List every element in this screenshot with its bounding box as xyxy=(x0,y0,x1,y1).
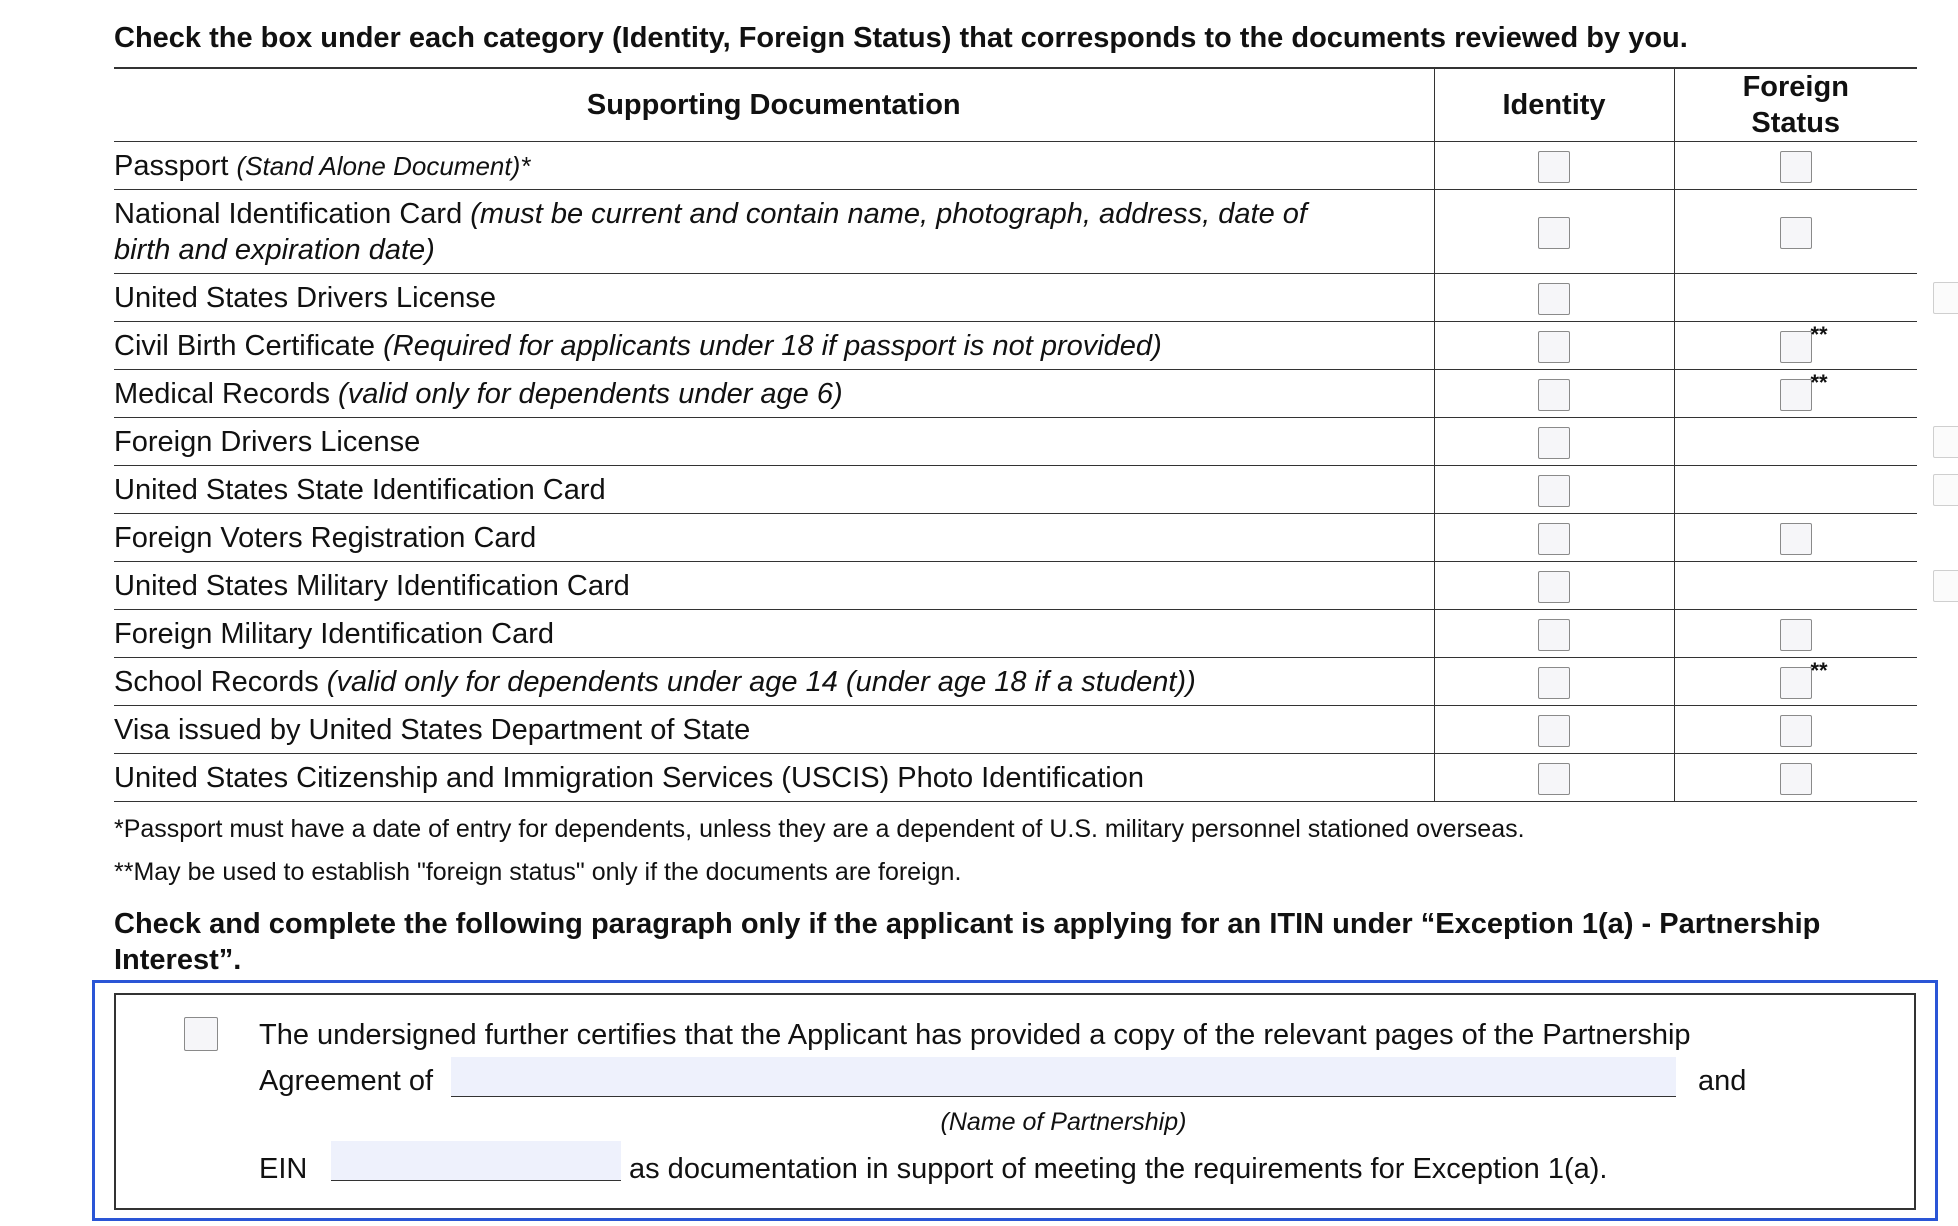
table-row xyxy=(114,274,1917,322)
doc-name-cell xyxy=(114,562,1434,610)
doc-name: United States Citizenship and Immigration Services (USCIS) Photo Identification xyxy=(114,761,1144,794)
identity-cell xyxy=(1434,466,1674,514)
header-identity: Identity xyxy=(1434,68,1674,142)
foreign-status-cell xyxy=(1674,706,1917,754)
doc-name-cell xyxy=(114,418,1434,466)
table-row xyxy=(114,190,1917,274)
table-row xyxy=(114,706,1917,754)
doc-name-cell xyxy=(114,754,1434,802)
doc-name: United States Drivers License xyxy=(114,281,496,314)
documentation-support-text: as documentation in support of meeting the requirements for Exception 1(a). xyxy=(629,1153,1608,1185)
foreign-status-checkbox[interactable] xyxy=(1780,715,1812,747)
identity-checkbox[interactable] xyxy=(1538,427,1570,459)
passport-footnote: *Passport must have a date of entry for dependents, unless they are a dependent of U.S. military personnel stationed overseas. xyxy=(114,815,1525,843)
doc-name-cell xyxy=(114,466,1434,514)
foreign-status-cell xyxy=(1674,610,1917,658)
partnership-name-caption: (Name of Partnership) xyxy=(940,1108,1187,1136)
identity-checkbox[interactable] xyxy=(1538,619,1570,651)
identity-cell xyxy=(1434,706,1674,754)
and-label: and xyxy=(1698,1065,1747,1097)
doc-name: Civil Birth Certificate xyxy=(114,329,376,362)
identity-checkbox[interactable] xyxy=(1538,379,1570,411)
table-row xyxy=(114,514,1917,562)
doc-name: School Records xyxy=(114,665,319,698)
doc-name-cell xyxy=(114,190,1434,274)
doc-qualifier: (must be current and contain name, photograph, address, date of birth and expiration date) xyxy=(114,197,1307,266)
identity-checkbox[interactable] xyxy=(1538,523,1570,555)
foreign-status-cell xyxy=(1674,466,1917,514)
doc-name: National Identification Card xyxy=(114,197,463,230)
doc-name-cell xyxy=(114,514,1434,562)
foreign-status-checkbox[interactable] xyxy=(1933,426,1958,458)
supporting-documentation-table xyxy=(114,67,1917,802)
doc-name-cell xyxy=(114,274,1434,322)
doc-name: United States State Identification Card xyxy=(114,473,606,506)
double-asterisk-note-mark: ** xyxy=(1810,322,1828,347)
table-row xyxy=(114,322,1917,370)
foreign-status-checkbox[interactable] xyxy=(1780,331,1812,363)
foreign-status-checkbox[interactable] xyxy=(1780,523,1812,555)
doc-qualifier: (valid only for dependents under age 6) xyxy=(338,377,843,410)
doc-name: Visa issued by United States Department of State xyxy=(114,713,751,746)
agreement-of-label: Agreement of xyxy=(259,1065,434,1097)
doc-name-cell xyxy=(114,142,1434,190)
foreign-status-checkbox[interactable] xyxy=(1933,474,1958,506)
exception-heading: Check and complete the following paragraph only if the applicant is applying for an ITIN under “Exception 1(a) - Partnership Interest”. xyxy=(114,908,1821,976)
identity-checkbox[interactable] xyxy=(1538,475,1570,507)
doc-name: Medical Records xyxy=(114,377,330,410)
double-asterisk-note-mark: ** xyxy=(1810,370,1828,395)
certification-text-line1: The undersigned further certifies that the Applicant has provided a copy of the relevant pages of the Partnership xyxy=(259,1019,1691,1051)
doc-name-cell xyxy=(114,370,1434,418)
doc-name: United States Military Identification Card xyxy=(114,569,630,602)
foreign-status-cell xyxy=(1674,142,1917,190)
double-asterisk-note-mark: ** xyxy=(1810,658,1828,683)
identity-checkbox[interactable] xyxy=(1538,763,1570,795)
ein-input[interactable] xyxy=(331,1141,621,1181)
ein-label: EIN xyxy=(259,1153,308,1185)
table-row xyxy=(114,142,1917,190)
doc-name-cell xyxy=(114,610,1434,658)
identity-checkbox[interactable] xyxy=(1538,151,1570,183)
foreign-status-cell xyxy=(1674,562,1917,610)
foreign-status-cell xyxy=(1674,274,1917,322)
identity-cell xyxy=(1434,418,1674,466)
doc-name: Foreign Military Identification Card xyxy=(114,617,555,650)
table-row xyxy=(114,418,1917,466)
doc-name-cell xyxy=(114,322,1434,370)
partnership-name-input[interactable] xyxy=(451,1057,1676,1097)
foreign-status-checkbox[interactable] xyxy=(1780,151,1812,183)
foreign-status-checkbox[interactable] xyxy=(1780,217,1812,249)
doc-qualifier: (valid only for dependents under age 14 (under age 18 if a student)) xyxy=(326,665,1196,698)
identity-cell xyxy=(1434,274,1674,322)
identity-checkbox[interactable] xyxy=(1538,331,1570,363)
doc-qualifier: (Required for applicants under 18 if passport is not provided) xyxy=(383,329,1162,362)
foreign-status-checkbox[interactable] xyxy=(1780,379,1812,411)
foreign-status-cell xyxy=(1674,418,1917,466)
identity-cell xyxy=(1434,370,1674,418)
foreign-status-cell xyxy=(1674,370,1917,418)
foreign-status-checkbox[interactable] xyxy=(1933,570,1958,602)
header-supporting-documentation: Supporting Documentation xyxy=(114,68,1434,142)
foreign-status-checkbox[interactable] xyxy=(1780,763,1812,795)
exception-1a-section xyxy=(114,993,1916,1210)
foreign-status-checkbox[interactable] xyxy=(1780,619,1812,651)
instruction-text: Check the box under each category (Identity, Foreign Status) that corresponds to the documents reviewed by you. xyxy=(114,22,1688,54)
foreign-status-cell xyxy=(1674,514,1917,562)
table-row xyxy=(114,370,1917,418)
doc-qualifier: (Stand Alone Document)* xyxy=(236,150,531,181)
header-foreign-line2: Status xyxy=(1751,107,1841,139)
identity-checkbox[interactable] xyxy=(1538,571,1570,603)
identity-cell xyxy=(1434,322,1674,370)
identity-checkbox[interactable] xyxy=(1538,667,1570,699)
identity-cell xyxy=(1434,190,1674,274)
table-row xyxy=(114,658,1917,706)
identity-cell xyxy=(1434,610,1674,658)
doc-name-cell xyxy=(114,658,1434,706)
foreign-status-checkbox[interactable] xyxy=(1780,667,1812,699)
foreign-status-checkbox[interactable] xyxy=(1933,282,1958,314)
foreign-status-footnote: **May be used to establish "foreign status" only if the documents are foreign. xyxy=(114,858,962,886)
doc-name: Foreign Drivers License xyxy=(114,425,421,458)
foreign-status-cell xyxy=(1674,658,1917,706)
doc-name: Foreign Voters Registration Card xyxy=(114,521,537,554)
table-row xyxy=(114,610,1917,658)
header-foreign-line1: Foreign xyxy=(1742,71,1849,103)
table-row xyxy=(114,466,1917,514)
identity-checkbox[interactable] xyxy=(1538,283,1570,315)
table-row xyxy=(114,562,1917,610)
identity-checkbox[interactable] xyxy=(1538,715,1570,747)
table-row xyxy=(114,754,1917,802)
identity-cell xyxy=(1434,562,1674,610)
foreign-status-cell xyxy=(1674,190,1917,274)
foreign-status-cell xyxy=(1674,754,1917,802)
identity-cell xyxy=(1434,514,1674,562)
doc-name-cell xyxy=(114,706,1434,754)
exception-1a-checkbox[interactable] xyxy=(184,1017,218,1051)
identity-cell xyxy=(1434,754,1674,802)
identity-cell xyxy=(1434,658,1674,706)
identity-cell xyxy=(1434,142,1674,190)
foreign-status-cell xyxy=(1674,322,1917,370)
header-foreign-status xyxy=(1674,68,1917,142)
doc-name: Passport xyxy=(114,149,229,182)
identity-checkbox[interactable] xyxy=(1538,217,1570,249)
